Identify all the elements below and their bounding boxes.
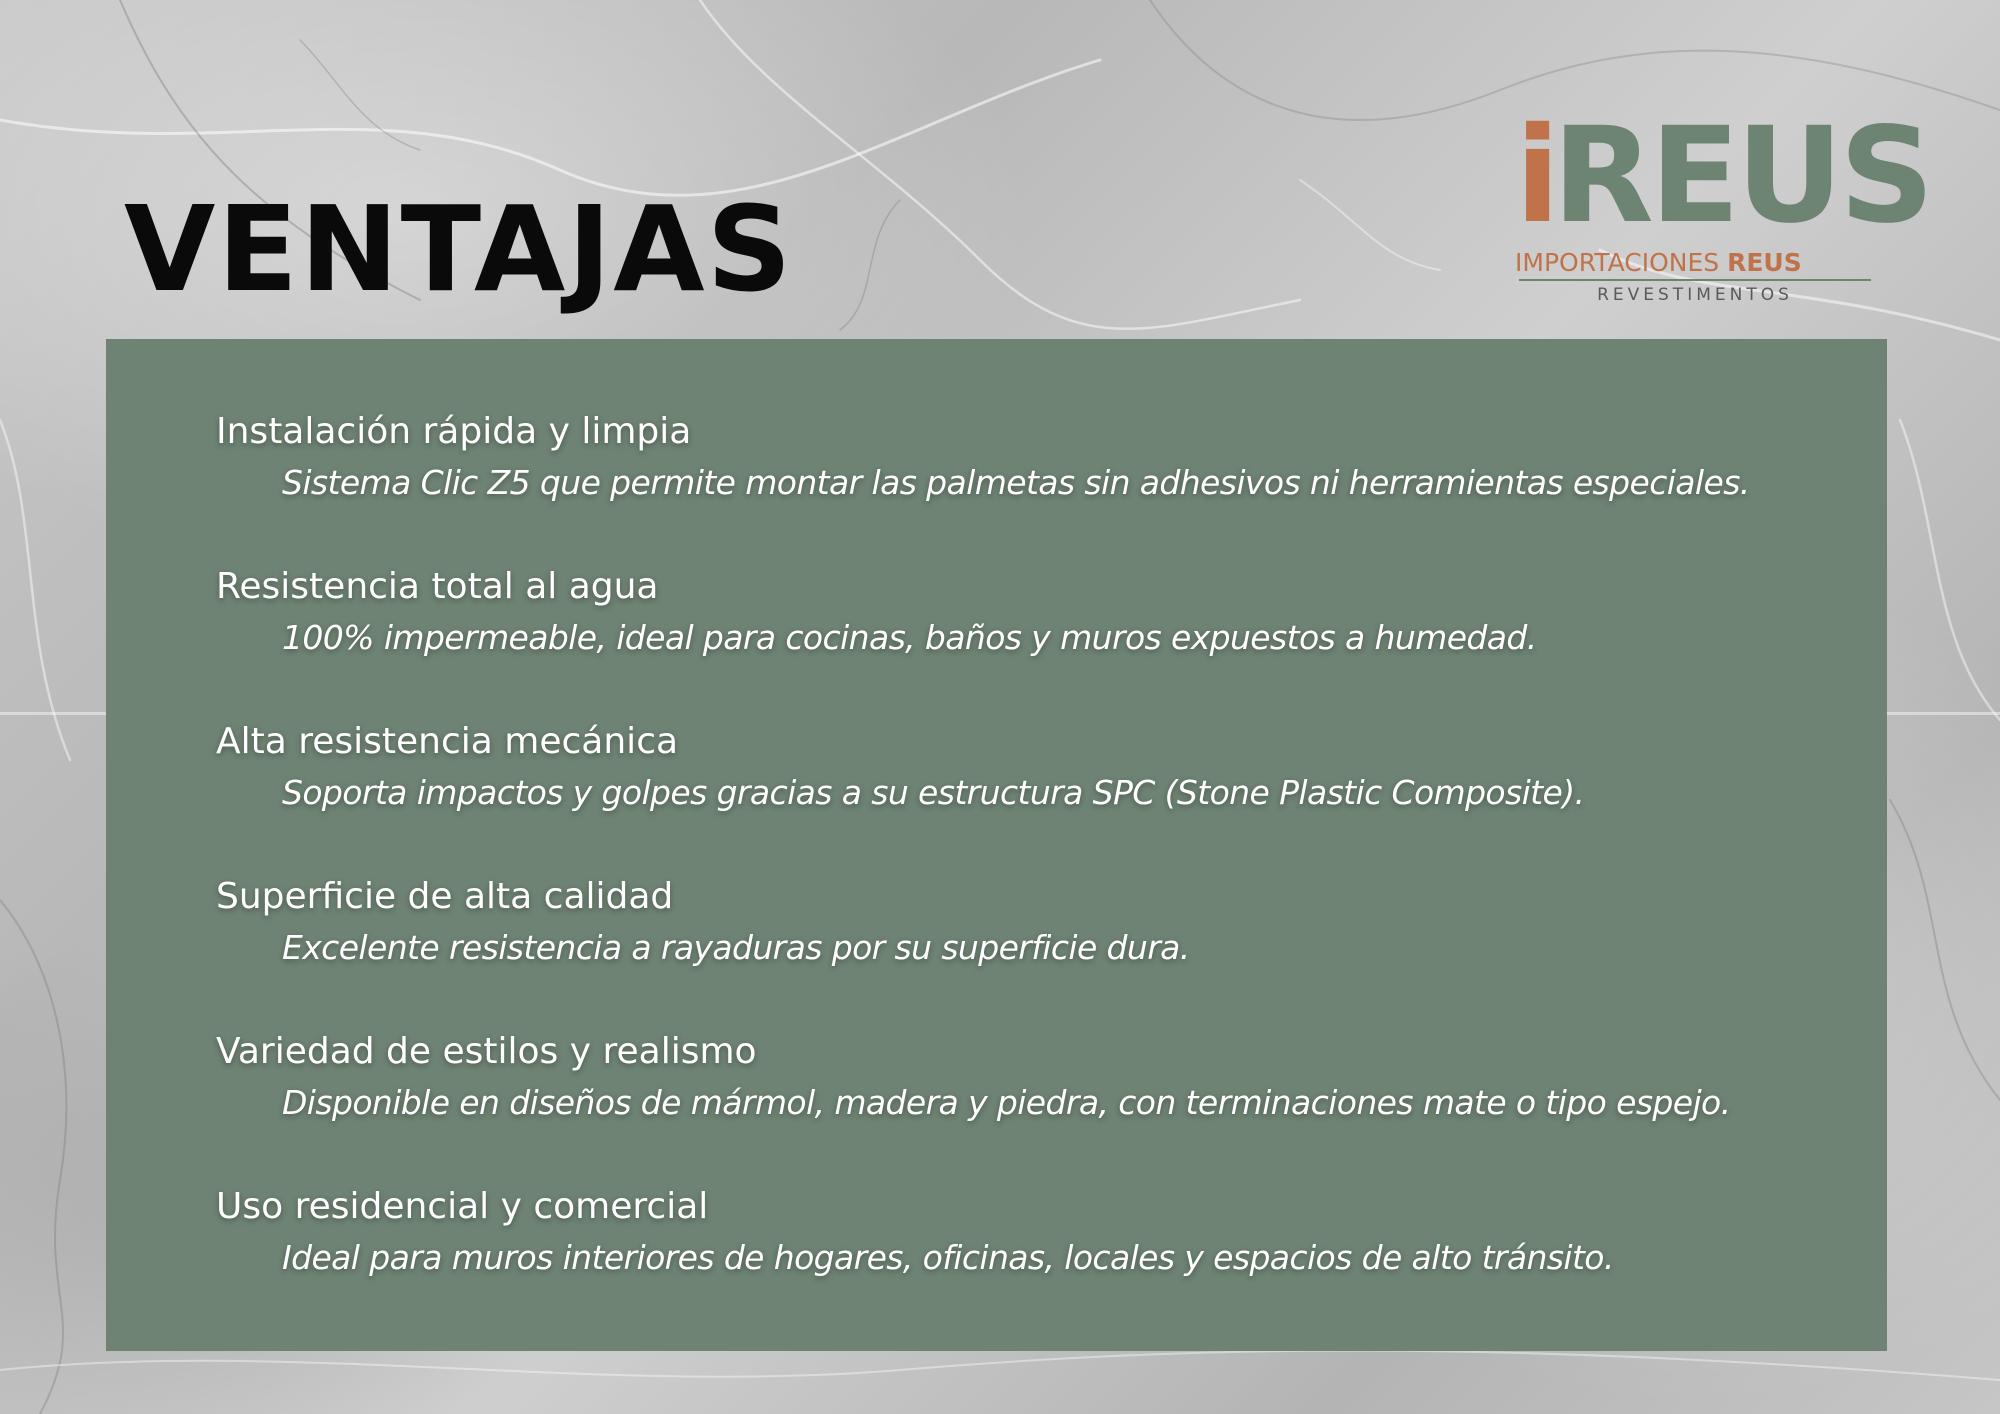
advantage-item — [216, 562, 1856, 717]
advantage-description: Soporta impactos y golpes gracias a su estructura SPC (Stone Plastic Composite). — [282, 773, 1585, 812]
advantage-item — [216, 407, 1856, 562]
advantage-title: Instalación rápida y limpia — [216, 411, 692, 452]
advantage-item — [216, 717, 1856, 872]
advantage-description: 100% impermeable, ideal para cocinas, baños y muros expuestos a humedad. — [282, 618, 1537, 657]
advantages-list — [216, 407, 1856, 1337]
logo-mark — [1515, 99, 1931, 253]
advantage-title: Alta resistencia mecánica — [216, 721, 679, 762]
advantage-description: Sistema Clic Z5 que permite montar las palmetas sin adhesivos ni herramientas especiales. — [282, 463, 1750, 502]
advantage-title: Superficie de alta calidad — [216, 876, 674, 917]
advantages-panel — [106, 339, 1887, 1351]
page-title: VENTAJAS — [124, 180, 794, 318]
advantage-item — [216, 1182, 1856, 1337]
logo-mark-reus: REUS — [1552, 99, 1931, 253]
advantage-description: Disponible en diseños de mármol, madera y piedra, con terminaciones mate o tipo espejo. — [282, 1083, 1731, 1122]
advantage-item — [216, 872, 1856, 1027]
logo-company-name-normal: IMPORTACIONES — [1515, 250, 1728, 275]
advantage-description: Ideal para muros interiores de hogares, oficinas, locales y espacios de alto tránsito. — [282, 1238, 1614, 1277]
logo-divider — [1519, 279, 1871, 281]
advantage-title: Resistencia total al agua — [216, 566, 659, 607]
advantage-title: Uso residencial y comercial — [216, 1186, 709, 1227]
logo-company-name-bold: REUS — [1727, 250, 1802, 275]
logo-company-name — [1515, 250, 1875, 275]
advantage-title: Variedad de estilos y realismo — [216, 1031, 757, 1072]
logo-subtitle: REVESTIMENTOS — [1597, 285, 1793, 305]
advantage-description: Excelente resistencia a rayaduras por su superficie dura. — [282, 928, 1190, 967]
advantage-item — [216, 1027, 1856, 1182]
logo-mark-i: i — [1515, 99, 1553, 253]
brand-logo — [1515, 99, 1931, 310]
